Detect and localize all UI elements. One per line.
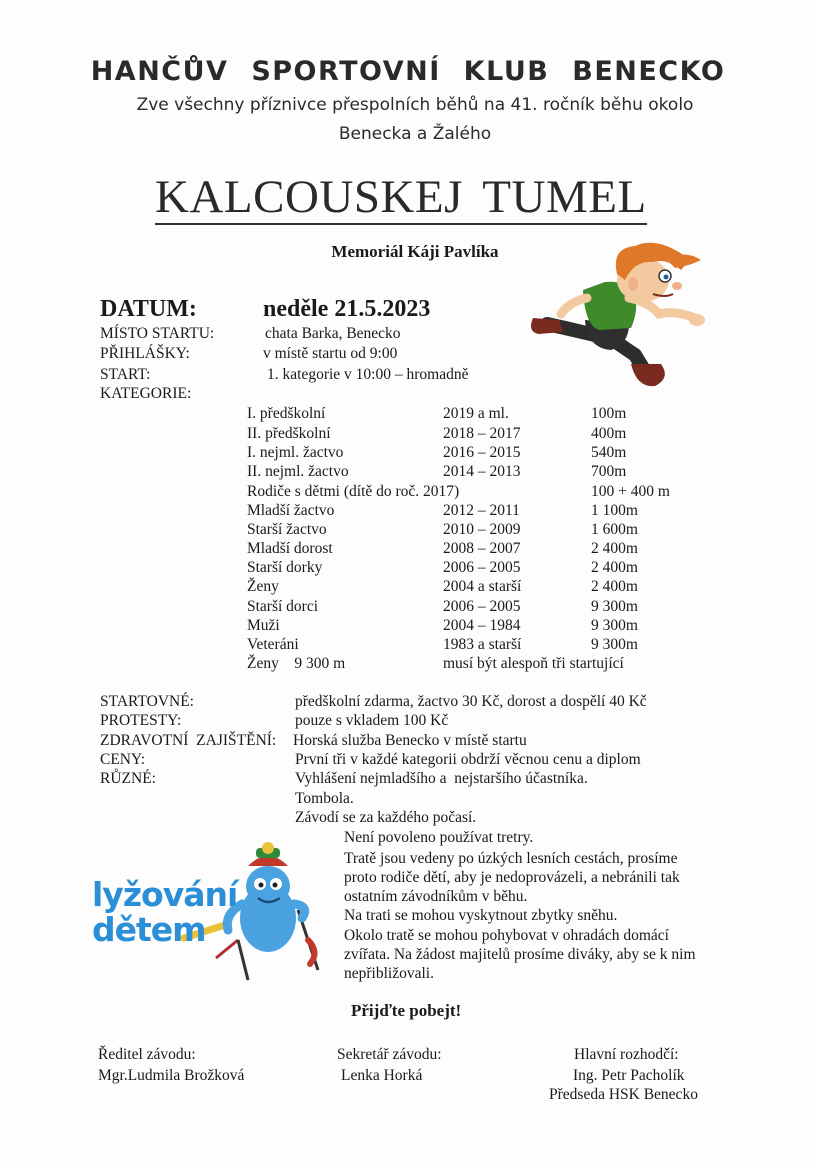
closing-slogan: Přijďte pobejt!	[351, 1001, 462, 1020]
category-years: 2004 – 1984	[443, 617, 521, 634]
category-years: 2006 – 2005	[443, 559, 521, 576]
misc-line-1: Vyhlášení nejmladšího a nejstaršího účastníka.	[295, 770, 588, 787]
note-line: zvířata. Na žádost majitelů prosíme diváky, aby se k nim	[344, 946, 696, 963]
category-years: 2010 – 2009	[443, 521, 521, 538]
protests-value: pouze s vkladem 100 Kč	[295, 712, 449, 729]
category-years: 2012 – 2011	[443, 502, 520, 519]
category-name: Ženy	[247, 578, 279, 595]
category-name: Starší dorky	[247, 559, 323, 576]
chief-referee-role: Předseda HSK Benecko	[549, 1086, 698, 1103]
category-name: Rodiče s dětmi (dítě do roč. 2017)	[247, 483, 460, 500]
registration-label: PŘIHLÁŠKY:	[100, 345, 190, 362]
running-boy-illustration	[525, 240, 720, 390]
registration-value: v místě startu od 9:00	[263, 345, 398, 362]
prizes-label: CENY:	[100, 751, 146, 768]
note-line: Na trati se mohou vyskytnout zbytky sněhu.	[344, 907, 618, 924]
category-name: Ženy 9 300 m	[247, 655, 346, 672]
category-years: 2016 – 2015	[443, 444, 521, 461]
chief-referee-label: Hlavní rozhodčí:	[574, 1046, 679, 1063]
category-distance: 100m	[591, 405, 627, 422]
medical-label: ZDRAVOTNÍ ZAJIŠTĚNÍ:	[100, 732, 277, 749]
category-name: Starší dorci	[247, 598, 319, 615]
date-value: neděle 21.5.2023	[263, 296, 431, 322]
category-distance: 540m	[591, 444, 627, 461]
secretary-label: Sekretář závodu:	[337, 1046, 442, 1063]
category-years: 2019 a ml.	[443, 405, 509, 422]
category-name: Starší žactvo	[247, 521, 327, 538]
event-title: KALCOUSKEJ TUMEL	[155, 171, 647, 223]
category-distance: 9 300m	[591, 598, 638, 615]
category-distance: 2 400m	[591, 559, 638, 576]
start-value: 1. kategorie v 10:00 – hromadně	[267, 366, 469, 383]
entry-fee-label: STARTOVNÉ:	[100, 693, 194, 710]
chief-referee-name: Ing. Petr Pacholík	[573, 1067, 685, 1084]
categories-label: KATEGORIE:	[100, 385, 192, 402]
category-name: II. předškolní	[247, 425, 331, 442]
category-distance: 2 400m	[591, 540, 638, 557]
memorial-subtitle: Memoriál Káji Pavlíka	[331, 242, 499, 261]
note-line: proto rodiče dětí, aby je nedoprovázeli, a nebránili tak	[344, 869, 680, 886]
prizes-value: První tři v každé kategorii obdrží věcnou cenu a diplom	[295, 751, 641, 768]
category-distance: 100 + 400 m	[591, 483, 670, 500]
category-name: Mladší dorost	[247, 540, 333, 557]
misc-line-3: Závodí se za každého počasí.	[295, 809, 477, 826]
medical-value: Horská služba Benecko v místě startu	[293, 732, 527, 749]
protests-label: PROTESTY:	[100, 712, 182, 729]
category-distance: 1 600m	[591, 521, 638, 538]
category-note: musí být alespoň tři startující	[443, 655, 624, 672]
category-distance: 1 100m	[591, 502, 638, 519]
director-name: Mgr.Ludmila Brožková	[98, 1067, 245, 1084]
start-label: START:	[100, 366, 151, 383]
misc-label: RŮZNÉ:	[100, 770, 156, 787]
entry-fee-value: předškolní zdarma, žactvo 30 Kč, dorost a dospělí 40 Kč	[295, 693, 647, 710]
category-years: 1983 a starší	[443, 636, 522, 653]
category-name: II. nejml. žactvo	[247, 463, 349, 480]
category-name: I. nejml. žactvo	[247, 444, 344, 461]
logo-text-line-2: dětem	[92, 910, 206, 949]
category-years: 2014 – 2013	[443, 463, 521, 480]
category-years: 2004 a starší	[443, 578, 522, 595]
start-location-value: chata Barka, Benecko	[265, 325, 401, 342]
category-distance: 700m	[591, 463, 627, 480]
category-name: Muži	[247, 617, 280, 634]
category-name: Veteráni	[247, 636, 299, 653]
note-line: Není povoleno používat tretry.	[344, 829, 534, 846]
category-distance: 9 300m	[591, 617, 638, 634]
start-location-label: MÍSTO STARTU:	[100, 325, 215, 342]
misc-line-2: Tombola.	[295, 790, 354, 807]
category-name: I. předškolní	[247, 405, 326, 422]
category-years: 2008 – 2007	[443, 540, 521, 557]
note-line: Tratě jsou vedeny po úzkých lesních cestách, prosíme	[344, 850, 678, 867]
director-label: Ředitel závodu:	[98, 1046, 196, 1063]
note-line: nepřibližovali.	[344, 965, 434, 982]
category-years: 2006 – 2005	[443, 598, 521, 615]
note-line: ostatním závodníkům v běhu.	[344, 888, 528, 905]
category-distance: 2 400m	[591, 578, 638, 595]
category-years: 2018 – 2017	[443, 425, 521, 442]
date-label: DATUM:	[100, 296, 197, 322]
note-line: Okolo tratě se mohou pohybovat v ohradách domácí	[344, 927, 669, 944]
category-distance: 9 300m	[591, 636, 638, 653]
invitation-line-2: Benecka a Žalého	[338, 124, 492, 144]
category-name: Mladší žactvo	[247, 502, 335, 519]
secretary-name: Lenka Horká	[341, 1067, 423, 1084]
logo-text-line-1: lyžování	[92, 875, 238, 914]
invitation-line-1: Zve všechny příznivce přespolních běhů na 41. ročník běhu okolo	[136, 95, 694, 115]
club-name: HANČŮV SPORTOVNÍ KLUB BENECKO	[90, 56, 726, 87]
category-distance: 400m	[591, 425, 627, 442]
